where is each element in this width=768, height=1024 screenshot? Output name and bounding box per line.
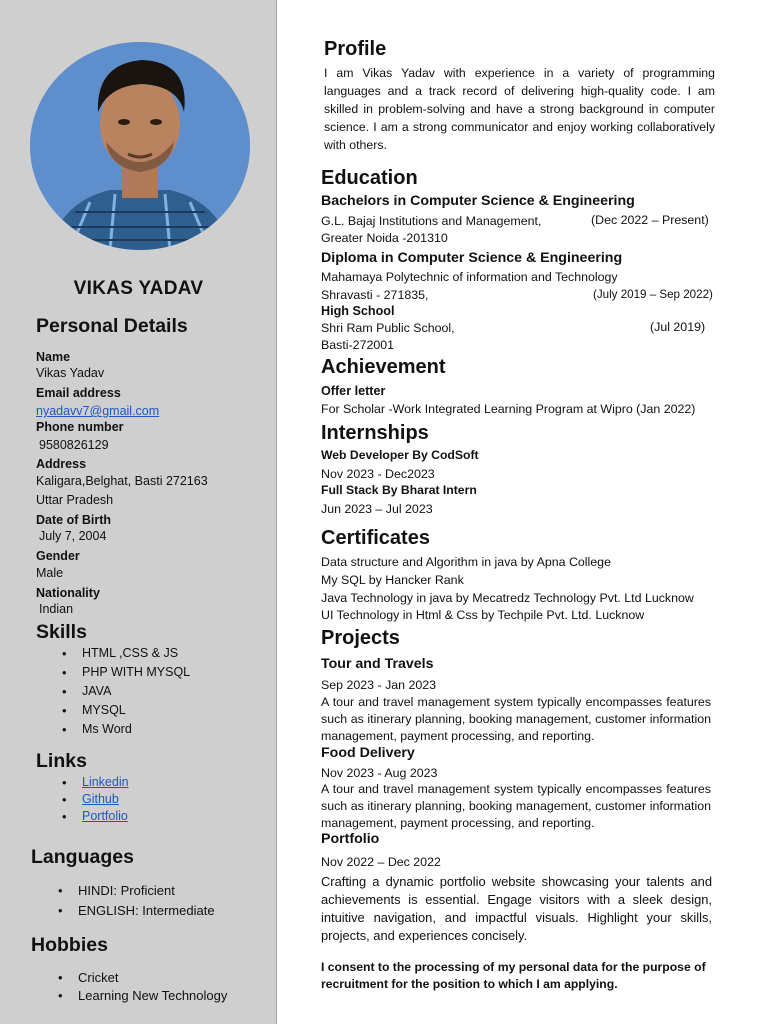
profile-text: I am Vikas Yadav with experience in a variety of programming languages and a track record of delivering high-quality code. I am skilled in problem-solving and have a strong background in computer science. I am a strong communicator and enjoy working collaboratively with others. [324, 66, 715, 152]
education-title-1: Bachelors in Computer Science & Engineering [321, 193, 635, 209]
education-date-1: (Dec 2022 – Present) [591, 213, 709, 227]
education-title-2: Diploma in Computer Science & Engineering [321, 250, 623, 266]
sidebar [0, 0, 277, 1024]
education-heading: Education [321, 167, 418, 189]
name-label: Name [36, 350, 71, 364]
skills-heading: Skills [36, 621, 87, 643]
achievement-heading: Achievement [321, 356, 446, 378]
project-title-1: Tour and Travels [321, 656, 434, 672]
education-loc-3: Basti-272001 [321, 338, 395, 352]
education-date-3: (Jul 2019) [650, 320, 706, 334]
education-date-2: (July 2019 – Sep 2022) [593, 288, 713, 301]
project-text-2: A tour and travel management system typically encompasses features such as itinerary planning, booking management, customer information management, payment processing, and reporting. [321, 782, 711, 830]
project-date-3: Nov 2022 – Dec 2022 [321, 855, 441, 869]
education-inst-2: Mahamaya Polytechnic of information and Technology [321, 270, 618, 284]
certificate-item: My SQL by Hancker Rank [321, 573, 464, 587]
hobbies-list [58, 969, 227, 1005]
gender-value: Male [36, 566, 64, 580]
education-loc-1: Greater Noida -201310 [321, 231, 448, 245]
name-value: Vikas Yadav [36, 366, 105, 380]
profile-heading: Profile [324, 38, 387, 60]
address-label: Address [36, 457, 87, 471]
address-line2: Uttar Pradesh [36, 493, 114, 507]
education-title-3: High School [321, 304, 395, 318]
internship-title-1: Web Developer By CodSoft [321, 448, 479, 462]
skill-item: • PHP WITH MYSQL [62, 663, 190, 682]
hobby-item: • Learning New Technology [58, 987, 227, 1005]
languages-list [58, 881, 215, 921]
languages-heading: Languages [31, 846, 134, 868]
skills-list [62, 644, 190, 739]
project-title-2: Food Delivery [321, 745, 415, 761]
dob-value: July 7, 2004 [39, 529, 107, 543]
person-portrait-icon [30, 42, 250, 250]
internship-date-2: Jun 2023 – Jul 2023 [321, 502, 433, 516]
personal-details-heading: Personal Details [36, 315, 188, 337]
email-link[interactable]: nyadavv7@gmail.com [36, 404, 160, 418]
language-item: • HINDI: Proficient [58, 881, 215, 901]
email-label: Email address [36, 386, 121, 400]
skill-item: • Ms Word [62, 720, 190, 739]
hobbies-heading: Hobbies [31, 934, 108, 956]
phone-label: Phone number [36, 420, 124, 434]
hobby-item: • Cricket [58, 969, 227, 987]
portfolio-link[interactable]: Portfolio [82, 809, 128, 823]
nationality-label: Nationality [36, 586, 100, 600]
skill-item: • JAVA [62, 682, 190, 701]
address-line1: Kaligara,Belghat, Basti 272163 [36, 474, 208, 488]
nationality-value: Indian [39, 602, 74, 616]
dob-label: Date of Birth [36, 513, 111, 527]
language-item: • ENGLISH: Intermediate [58, 901, 215, 921]
education-loc-2: Shravasti - 271835, [321, 288, 429, 302]
achievement-title: Offer letter [321, 384, 386, 398]
linkedin-link[interactable]: Linkedin [82, 775, 129, 789]
project-text-1: A tour and travel management system typically encompasses features such as itinerary planning, booking management, customer information management, payment processing, and reporting. [321, 695, 711, 743]
person-name: VIKAS YADAV [73, 278, 204, 299]
project-date-2: Nov 2023 - Aug 2023 [321, 766, 438, 780]
links-list [62, 774, 129, 825]
certificates-heading: Certificates [321, 527, 430, 549]
education-inst-1: G.L. Bajaj Institutions and Management, [321, 214, 542, 228]
skill-item: • HTML ,CSS & JS [62, 644, 190, 663]
certificate-item: Java Technology in java by Mecatredz Technology Pvt. Ltd Lucknow [321, 591, 694, 605]
internship-date-1: Nov 2023 - Dec2023 [321, 467, 435, 481]
education-inst-3: Shri Ram Public School, [321, 321, 455, 335]
skill-item: • MYSQL [62, 701, 190, 720]
gender-label: Gender [36, 549, 80, 563]
project-title-3: Portfolio [321, 831, 380, 847]
github-link[interactable]: Github [82, 792, 119, 806]
project-date-1: Sep 2023 - Jan 2023 [321, 678, 437, 692]
achievement-text: For Scholar -Work Integrated Learning Program at Wipro (Jan 2022) [321, 402, 696, 416]
links-heading: Links [36, 750, 87, 772]
internship-title-2: Full Stack By Bharat Intern [321, 483, 477, 497]
consent-statement: I consent to the processing of my personal data for the purpose of recruitment for the position to which I am applying. [321, 960, 706, 991]
projects-heading: Projects [321, 627, 400, 649]
certificate-item: UI Technology in Html & Css by Techpile Pvt. Ltd. Lucknow [321, 608, 645, 622]
phone-value: 9580826129 [39, 438, 109, 452]
internships-heading: Internships [321, 422, 429, 444]
project-text-3: Crafting a dynamic portfolio website showcasing your talents and achievements is essential. Engage visitors with a sleek design, intuitive navigation, and impactful visuals. Highlight your skills, projects, and experiences concisely. [321, 874, 712, 943]
profile-photo [30, 42, 250, 250]
certificate-item: Data structure and Algorithm in java by Apna College [321, 555, 611, 569]
